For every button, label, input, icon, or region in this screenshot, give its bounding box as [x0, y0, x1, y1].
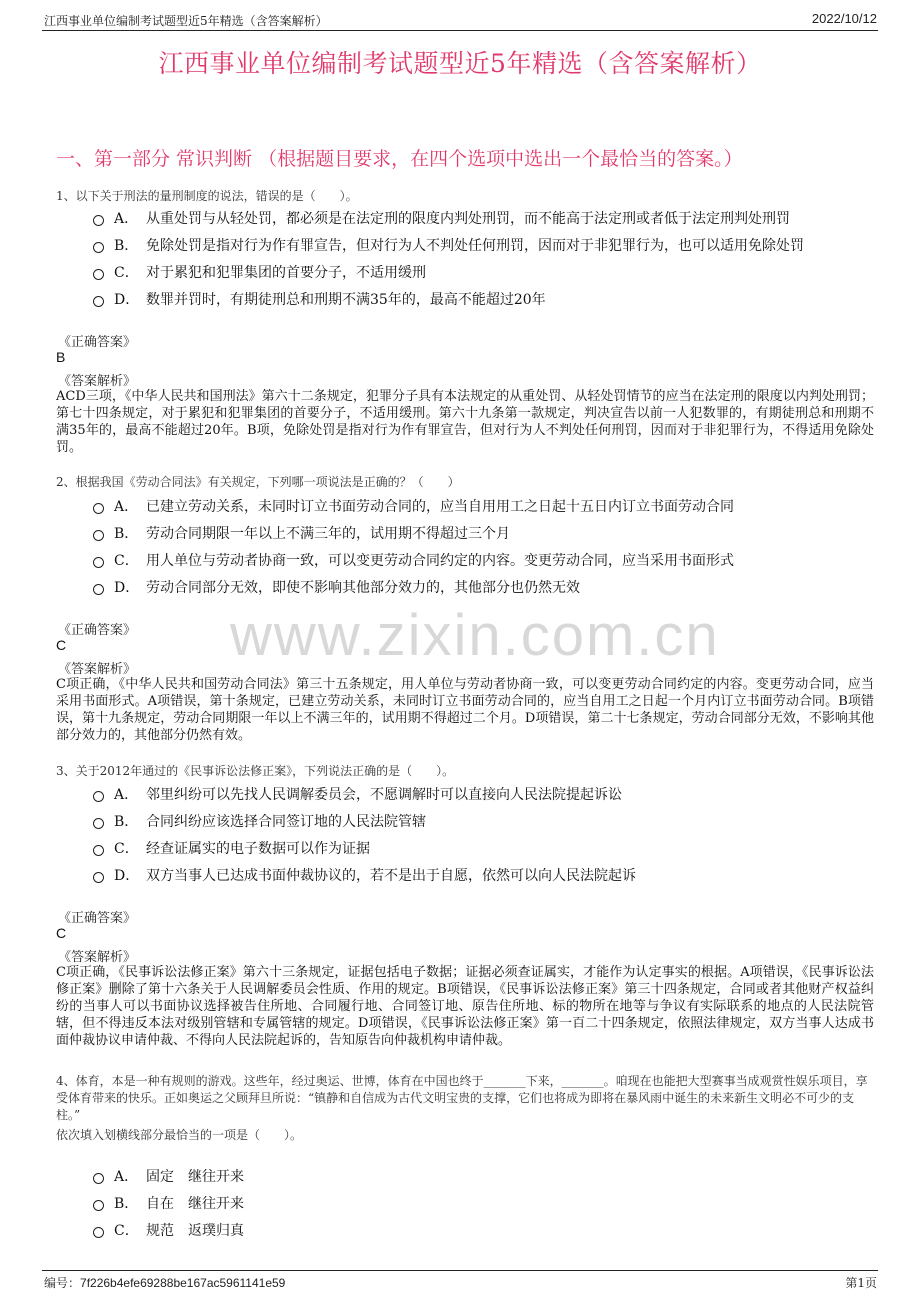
question-3-option-d[interactable]	[93, 865, 636, 885]
question-2-option-b[interactable]	[93, 523, 510, 543]
question-4-option-b[interactable]	[93, 1193, 244, 1213]
question-3-answer: C	[56, 925, 67, 941]
question-3-option-b[interactable]	[93, 811, 426, 831]
question-4-option-a[interactable]	[93, 1166, 244, 1186]
footer-code-label: 编号：	[44, 1276, 81, 1290]
radio-icon[interactable]	[93, 1173, 104, 1184]
question-3-option-c[interactable]	[93, 838, 370, 858]
page-number: 第1页	[845, 1276, 877, 1290]
option-letter: D．	[114, 580, 140, 596]
correct-answer-label: 《正确答案》	[58, 335, 137, 350]
option-letter: A．	[114, 499, 139, 515]
option-letter: C．	[114, 841, 139, 857]
question-3-explanation: C项正确，《民事诉讼法修正案》第六十三条规定，证据包括电子数据；证据必须查证属实，才能作为认定事实的根据。A项错误，《民事诉讼法修正案》删除了第十六条关于人民调解委员会性质、作用的规定。B项错误，《民事诉讼法修正案》第三十四条规定，合同或者其他财产权益纠纷的当事人可以书面协议选择被告住所地、合同履行地、合同签订地、原告住所地、标的物所在地等与争议有实际联系的地点的人民法院管辖，但不得违反本法对级别管辖和专属管辖的规定。D项错误，《民事诉讼法修正案》第一百二十四条规定，依照法律规定，双方当事人达成书面仲裁协议申请仲裁、不得向人民法院起诉的，告知原告向仲裁机构申请仲裁。	[56, 965, 874, 1048]
correct-answer-label: 《正确答案》	[58, 623, 137, 638]
radio-icon[interactable]	[93, 269, 104, 280]
question-1-option-a[interactable]	[93, 208, 790, 228]
option-letter: D．	[114, 868, 140, 884]
question-1-option-c[interactable]	[93, 262, 426, 282]
radio-icon[interactable]	[93, 242, 104, 253]
option-letter: C．	[114, 553, 139, 569]
option-letter: A．	[114, 211, 139, 227]
option-text: 劳动合同部分无效，即使不影响其他部分效力的，其他部分也仍然无效	[146, 580, 580, 596]
option-text: 用人单位与劳动者协商一致，可以变更劳动合同约定的内容。变更劳动合同，应当采用书面形式	[146, 553, 734, 569]
header-divider	[42, 30, 878, 31]
question-2-option-a[interactable]	[93, 496, 734, 516]
analysis-label: 《答案解析》	[58, 662, 137, 677]
analysis-label: 《答案解析》	[58, 374, 137, 389]
question-1-option-d[interactable]	[93, 289, 546, 309]
radio-icon[interactable]	[93, 557, 104, 568]
option-letter: B．	[114, 1196, 139, 1212]
footer-divider	[42, 1270, 878, 1271]
radio-icon[interactable]	[93, 1200, 104, 1211]
option-text: 对于累犯和犯罪集团的首要分子，不适用缓刑	[146, 265, 426, 281]
radio-icon[interactable]	[93, 1227, 104, 1238]
option-text: 从重处罚与从轻处罚，都必须是在法定刑的限度内判处刑罚，而不能高于法定刑或者低于法定刑判处刑罚	[146, 211, 790, 227]
footer-code	[44, 1274, 285, 1291]
question-1-explanation: ACD三项，《中华人民共和国刑法》第六十二条规定，犯罪分子具有本法规定的从重处罚、从轻处罚情节的应当在法定刑的限度以内判处刑罚；第七十四条规定，对于累犯和犯罪集团的首要分子，不适用缓刑。第六十九条第一款规定，判决宣告以前一人犯数罪的，有期徒刑总和刑期不满35年的，最高不能超过20年。B项，免除处罚是指对行为作有罪宣告，但对行为人不判处任何刑罚，因而对于非犯罪行为，不得适用免除处罚。	[56, 389, 874, 455]
question-2-answer: C	[56, 637, 67, 653]
option-letter: B．	[114, 238, 139, 254]
radio-icon[interactable]	[93, 791, 104, 802]
option-text: 免除处罚是指对行为作有罪宣告，但对行为人不判处任何刑罚，因而对于非犯罪行为，也可以适用免除处罚	[146, 238, 804, 254]
question-1-option-b[interactable]	[93, 235, 804, 255]
question-2-option-c[interactable]	[93, 550, 734, 570]
radio-icon[interactable]	[93, 530, 104, 541]
correct-answer-label: 《正确答案》	[58, 911, 137, 926]
option-text: 数罪并罚时，有期徒刑总和刑期不满35年的，最高不能超过20年	[146, 292, 546, 308]
option-letter: B．	[114, 526, 139, 542]
question-1-answer: B	[56, 349, 66, 365]
option-text: 自在 继往开来	[146, 1196, 244, 1212]
page-title: 江西事业单位编制考试题型近5年精选（含答案解析）	[158, 49, 762, 78]
radio-icon[interactable]	[93, 215, 104, 226]
question-4-instruction: 依次填入划横线部分最恰当的一项是（ ）。	[56, 1128, 303, 1142]
option-text: 双方当事人已达成书面仲裁协议的，若不是出于自愿，依然可以向人民法院起诉	[146, 868, 636, 884]
radio-icon[interactable]	[93, 818, 104, 829]
option-letter: B．	[114, 814, 139, 830]
option-text: 固定 继往开来	[146, 1169, 244, 1185]
option-text: 规范 返璞归真	[146, 1223, 244, 1239]
section-heading: 一、第一部分 常识判断 （根据题目要求，在四个选项中选出一个最恰当的答案。）	[56, 148, 743, 170]
option-text: 劳动合同期限一年以上不满三年的，试用期不得超过三个月	[146, 526, 510, 542]
question-2-stem: 2、根据我国《劳动合同法》有关规定，下列哪一项说法是正确的？（ ）	[56, 475, 460, 489]
option-letter: D．	[114, 292, 140, 308]
radio-icon[interactable]	[93, 872, 104, 883]
radio-icon[interactable]	[93, 845, 104, 856]
radio-icon[interactable]	[93, 296, 104, 307]
watermark: www.zixin.com.cn	[230, 603, 720, 668]
footer-code-value: 7f226b4efe69288be167ac5961141e59	[80, 1276, 286, 1290]
question-4-option-c[interactable]	[93, 1220, 244, 1240]
option-letter: A．	[114, 1169, 139, 1185]
question-2-explanation: C项正确，《中华人民共和国劳动合同法》第三十五条规定，用人单位与劳动者协商一致，可以变更劳动合同约定的内容。变更劳动合同，应当采用书面形式。A项错误，第十条规定，已建立劳动关系，未同时订立书面劳动合同的，应当自用工之日起一个月内订立书面劳动合同。B项错误，第十九条规定，劳动合同期限一年以上不满三年的，试用期不得超过二个月。D项错误，第二十七条规定，劳动合同部分无效，不影响其他部分效力的，其他部分仍然有效。	[56, 677, 874, 743]
question-3-option-a[interactable]	[93, 784, 622, 804]
analysis-label: 《答案解析》	[58, 950, 137, 965]
option-letter: C．	[114, 1223, 139, 1239]
radio-icon[interactable]	[93, 584, 104, 595]
option-letter: A．	[114, 787, 139, 803]
header-title: 江西事业单位编制考试题型近5年精选（含答案解析）	[44, 14, 328, 28]
header-date: 2022/10/12	[811, 11, 877, 26]
option-text: 合同纠纷应该选择合同签订地的人民法院管辖	[146, 814, 426, 830]
radio-icon[interactable]	[93, 503, 104, 514]
question-4-stem: 4、体育，本是一种有规则的游戏。这些年，经过奥运、世博，体育在中国也终于_______下来，_______。咱现在也能把大型赛事当成观赏性娱乐项目，享受体育带来的快乐。正如奥运之父顾拜旦所说：“镇静和自信成为古代文明宝贵的支撑，它们也将成为即将在暴风雨中诞生的未来新生文明必不可少的支柱。”	[56, 1074, 868, 1122]
question-3-stem: 3、关于2012年通过的《民事诉讼法修正案》，下列说法正确的是（ ）。	[56, 764, 455, 778]
option-letter: C．	[114, 265, 139, 281]
question-2-option-d[interactable]	[93, 577, 580, 597]
option-text: 已建立劳动关系，未同时订立书面劳动合同的，应当自用用工之日起十五日内订立书面劳动合同	[146, 499, 734, 515]
option-text: 邻里纠纷可以先找人民调解委员会，不愿调解时可以直接向人民法院提起诉讼	[146, 787, 622, 803]
option-text: 经查证属实的电子数据可以作为证据	[146, 841, 370, 857]
question-1-stem: 1、以下关于刑法的量刑制度的说法，错误的是（ ）。	[56, 189, 358, 203]
